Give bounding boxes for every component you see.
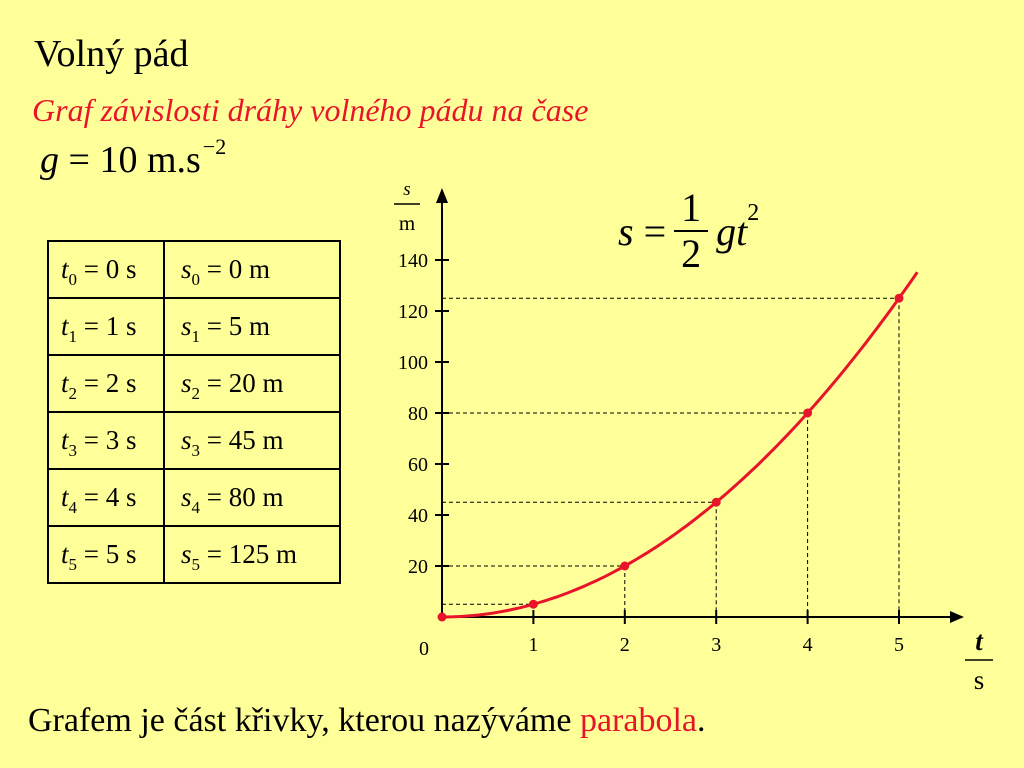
time-symbol: t <box>61 254 69 284</box>
time-value: = 4 s <box>83 482 137 512</box>
distance-symbol: s <box>181 368 192 398</box>
origin-label: 0 <box>419 638 429 660</box>
formula-lhs: s <box>618 208 634 254</box>
time-value: = 5 s <box>83 539 137 569</box>
y-tick-label: 20 <box>408 556 428 578</box>
g-symbol: g <box>40 139 59 181</box>
y-tick-label: 140 <box>398 250 428 272</box>
distance-symbol: s <box>181 254 192 284</box>
formula-numerator: 1 <box>681 185 702 230</box>
x-tick-label: 4 <box>802 634 813 656</box>
data-point <box>620 562 629 571</box>
time-index: 2 <box>68 384 78 403</box>
x-tick-label: 3 <box>711 634 722 656</box>
time-index: 4 <box>68 498 78 517</box>
distance-index: 3 <box>191 441 201 460</box>
x-axis-label-quantity: t <box>975 626 983 656</box>
footer-end: . <box>697 702 706 739</box>
x-axis-label-unit: s <box>973 665 985 695</box>
y-tick-label: 40 <box>408 505 428 527</box>
time-index: 0 <box>68 270 78 289</box>
distance-value: = 0 m <box>206 254 270 284</box>
y-axis-label-unit: m <box>398 211 416 235</box>
time-symbol: t <box>61 425 69 455</box>
distance-index: 0 <box>191 270 201 289</box>
x-tick-label: 5 <box>894 634 904 656</box>
distance-value: = 80 m <box>206 482 284 512</box>
y-tick-label: 60 <box>408 454 428 476</box>
time-index: 5 <box>68 555 78 574</box>
time-value: = 3 s <box>83 425 137 455</box>
formula-denominator: 2 <box>681 231 702 276</box>
distance-index: 1 <box>191 327 201 346</box>
parabola-curve <box>442 272 917 617</box>
time-symbol: t <box>61 311 69 341</box>
g-value: 10 <box>99 139 138 181</box>
footer-text: Grafem je část křivky, kterou nazýváme <box>28 702 580 739</box>
distance-value: = 125 m <box>206 539 297 569</box>
distance-index: 5 <box>191 555 201 574</box>
formula-equals: = <box>643 208 667 254</box>
formula-exponent: 2 <box>747 199 760 226</box>
y-tick-label: 120 <box>398 301 428 323</box>
distance-value: = 45 m <box>206 425 284 455</box>
data-point <box>529 600 538 609</box>
g-exponent: −2 <box>202 134 227 159</box>
data-point <box>438 613 447 622</box>
time-value: = 2 s <box>83 368 137 398</box>
footer-highlight: parabola <box>579 702 697 739</box>
footer-sentence <box>28 702 706 740</box>
time-index: 3 <box>68 441 78 460</box>
page-title: Volný pád <box>34 33 189 75</box>
y-axis-arrow <box>436 188 448 203</box>
data-point <box>803 409 812 418</box>
distance-index: 4 <box>191 498 201 517</box>
time-index: 1 <box>68 327 78 346</box>
time-symbol: t <box>61 368 69 398</box>
g-equals: = <box>68 139 90 181</box>
distance-value: = 5 m <box>206 311 270 341</box>
page-subtitle: Graf závislosti dráhy volného pádu na čase <box>32 92 589 128</box>
data-point <box>712 498 721 507</box>
y-tick-label: 100 <box>398 352 428 374</box>
distance-index: 2 <box>191 384 201 403</box>
time-value: = 1 s <box>83 311 137 341</box>
g-unit: m.s <box>146 139 201 181</box>
distance-symbol: s <box>181 425 192 455</box>
time-symbol: t <box>61 482 69 512</box>
distance-value: = 20 m <box>206 368 284 398</box>
x-axis-arrow <box>950 611 964 623</box>
x-tick-label: 1 <box>528 634 539 656</box>
distance-symbol: s <box>181 539 192 569</box>
time-symbol: t <box>61 539 69 569</box>
distance-symbol: s <box>181 311 192 341</box>
data-point <box>895 294 904 303</box>
formula-rhs: gt <box>716 208 748 254</box>
time-value: = 0 s <box>83 254 137 284</box>
x-tick-label: 2 <box>619 634 630 656</box>
y-tick-label: 80 <box>408 403 428 425</box>
y-axis-label-quantity: s <box>403 179 411 200</box>
distance-symbol: s <box>181 482 192 512</box>
